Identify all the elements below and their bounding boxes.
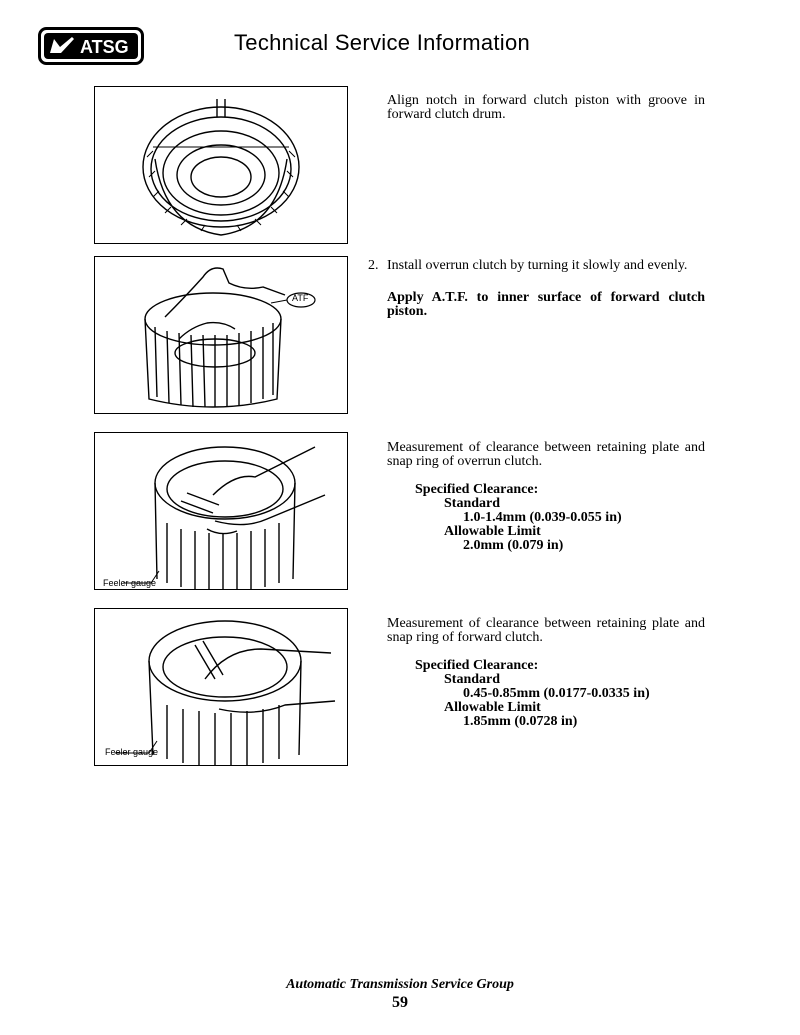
spec-standard-label: Standard <box>444 496 501 511</box>
figure-forward-clutch-clearance <box>94 608 348 766</box>
section-1-text: Align notch in forward clutch piston with groove in forward clutch drum. <box>387 93 705 122</box>
section-2-text: Install overrun clutch by turning it slowly and evenly. <box>387 258 688 273</box>
section-2-bold-text: Apply A.T.F. to inner surface of forward clutch piston. <box>387 290 705 319</box>
atsg-logo <box>38 27 144 65</box>
step-number: 2. <box>368 258 379 273</box>
spec-limit-value: 1.85mm (0.0728 in) <box>463 714 578 729</box>
spec-limit-value: 2.0mm (0.079 in) <box>463 538 564 553</box>
spec-limit-label: Allowable Limit <box>444 700 541 715</box>
spec-standard-value: 0.45-0.85mm (0.0177-0.0335 in) <box>463 686 650 701</box>
logo-text: ATSG <box>80 37 129 57</box>
feeler-gauge-label: Feeler gauge <box>105 747 159 757</box>
spec-standard-label: Standard <box>444 672 501 687</box>
spec-limit-label: Allowable Limit <box>444 524 541 539</box>
page-title: Technical Service Information <box>234 30 531 55</box>
figure-overrun-clutch-clearance <box>94 432 348 590</box>
figure-forward-clutch-drum <box>94 86 348 244</box>
section-4-text: Measurement of clearance between retaining plate and snap ring of forward clutch. <box>387 616 705 645</box>
spec-heading: Specified Clearance: <box>415 658 539 673</box>
atf-label: ATF <box>292 293 309 303</box>
section-3-text: Measurement of clearance between retaining plate and snap ring of overrun clutch. <box>387 440 705 469</box>
footer-title: Automatic Transmission Service Group <box>286 977 514 992</box>
spec-heading: Specified Clearance: <box>415 482 539 497</box>
feeler-gauge-label: Feeler gauge <box>103 578 157 588</box>
figure-overrun-clutch-install <box>94 256 348 414</box>
spec-standard-value: 1.0-1.4mm (0.039-0.055 in) <box>463 510 622 525</box>
page-number: 59 <box>392 994 408 1011</box>
